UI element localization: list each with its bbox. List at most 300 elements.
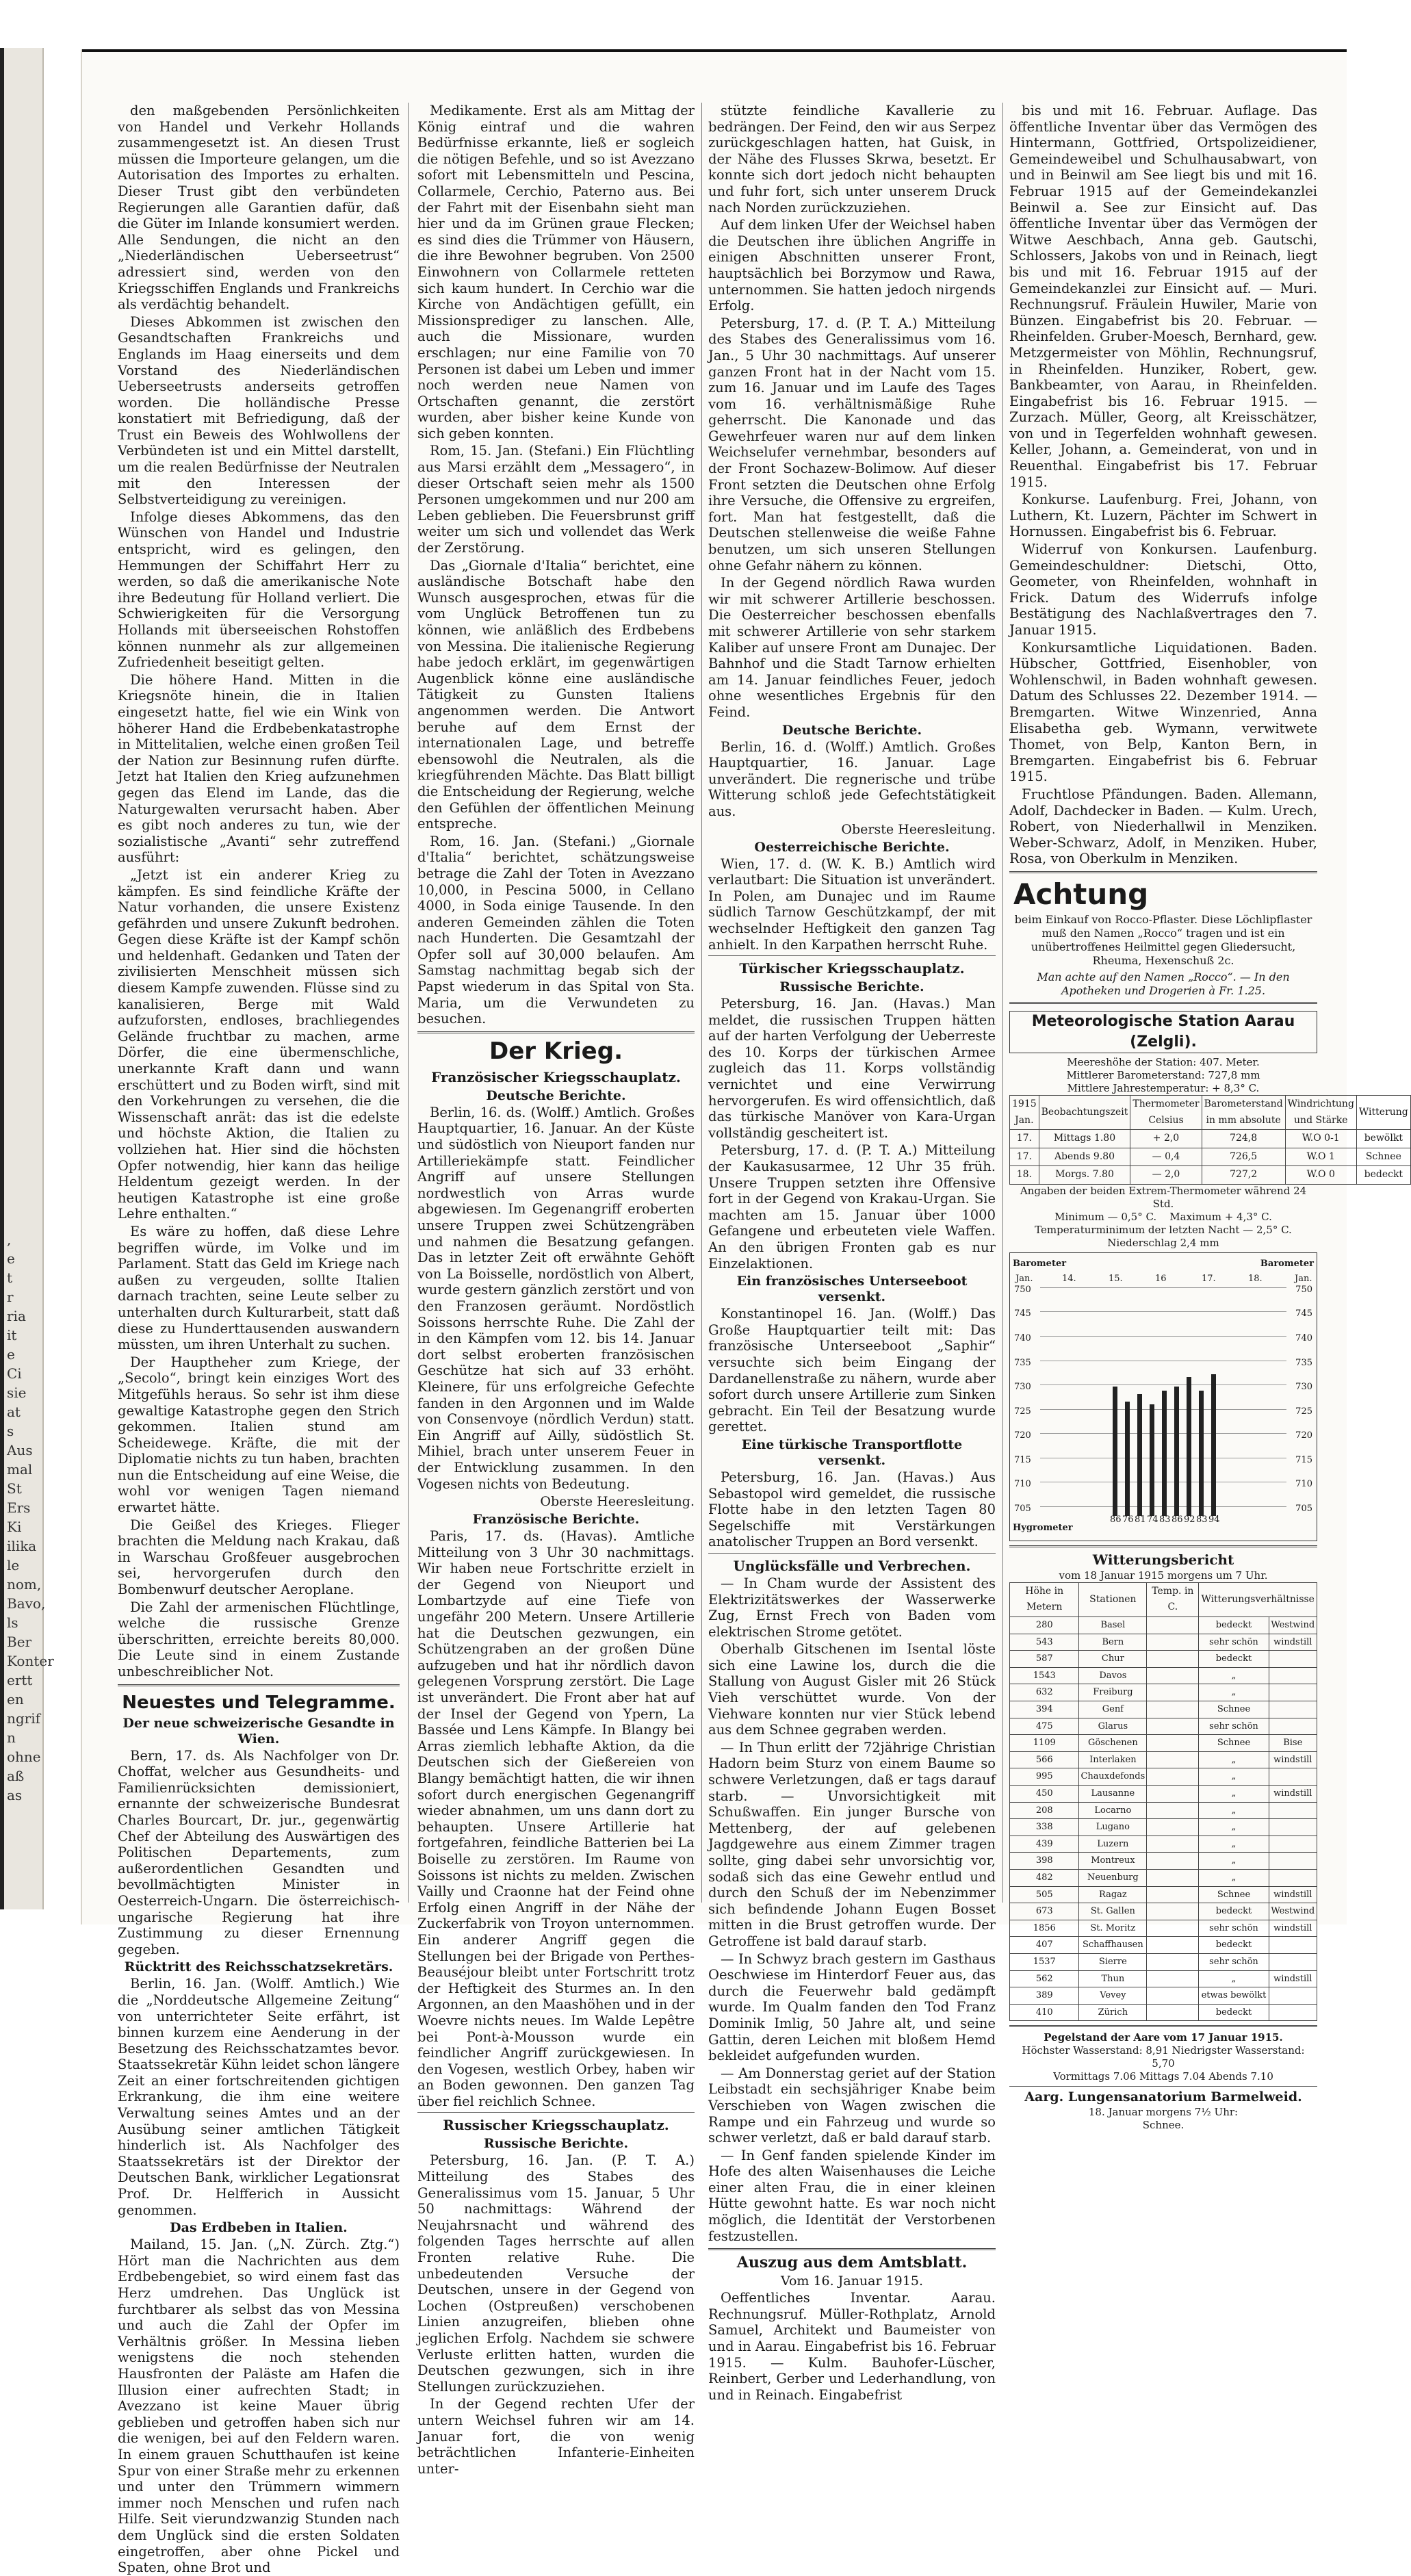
weather-cell bbox=[1147, 1786, 1199, 1803]
fragment-text: n bbox=[7, 1729, 16, 1746]
met-cell: bedeckt bbox=[1356, 1166, 1410, 1185]
pegel-title: Pegelstand der Aare vom 17 Januar 1915. bbox=[1044, 2031, 1283, 2044]
weather-row bbox=[1010, 1886, 1317, 1903]
baro-gridline bbox=[1040, 1287, 1286, 1288]
signature: Oberste Heeresleitung. bbox=[540, 1494, 695, 1510]
weather-row bbox=[1010, 1718, 1317, 1735]
weather-cell bbox=[1147, 1651, 1199, 1668]
fragment-text: Aus bbox=[7, 1442, 33, 1458]
met-cell: + 2,0 bbox=[1130, 1130, 1202, 1148]
weather-row bbox=[1010, 1768, 1317, 1786]
paragraph: Rom, 15. Jan. (Stefani.) Ein Flüchtling aus Marsi erzählt dem „Messagero“, in dieser Ortschaft seien mehr als 1500 Personen umgekommen und nur 200 am Leben geblieben. Die Feuersbrunst griff weiter um sich und vollendet das Werk der Zerstörung. bbox=[417, 443, 695, 556]
paragraph: Das „Giornale d'Italia“ berichtet, eine ausländische Botschaft habe den Wunsch ausgesprochen, etwas für die vom Unglück Betroffenen tun zu können, wie anläßlich des Erdbebens von Messina. Die italienische Regierung habe jedoch erklärt, im gegenwärtigen Augenblick könne eine ausländische Tätigkeit zu Gunsten Italiens angenommen werden. Die Antwort beruhe auf dem Ernst der internationalen Lage, und betreffe ebensowohl die Neutralen, als die kriegführenden Mächte. Das Blatt billigt die Entscheidung der Regierung, welche den Gefühlen der öffentlichen Meinung entspreche. bbox=[417, 557, 695, 832]
meteorological-station bbox=[1009, 1011, 1408, 1541]
baro-tick-label: 705 bbox=[1295, 1503, 1312, 1514]
met-row bbox=[1010, 1166, 1411, 1185]
weather-cell: Bern bbox=[1079, 1634, 1147, 1651]
weather-row bbox=[1010, 1853, 1317, 1870]
weather-cell: 450 bbox=[1010, 1786, 1079, 1803]
weather-cell bbox=[1147, 1886, 1199, 1903]
paragraph: Rom, 16. Jan. (Stefani.) „Giornale d'Italia“ berichtet, schätzungsweise betrage die Zahl der Toten in Avezzano 10,000, in Pescina 5000, in Cellano 4000, in Soda einige Tausende. In den anderen Gemeinden zählen die Toten nach Hunderten. Die Gesamtzahl der Opfer soll auf 30,000 belaufen. Am Samstag nachmittag begab sich der Papst wiederum in das Spital von Sta. Maria, um die Verwundeten zu besuchen. bbox=[417, 833, 695, 1027]
paragraph: Wien, 17. d. (W. K. B.) Amtlich wird verlautbart: Die Situation ist unverändert. In Polen, am Dunajec und im Raume südlich Tarnow Geschützkampf, der mit wechselnder Heftigkeit den ganzen Tag anhielt. In den Karpathen herrscht Ruhe. bbox=[708, 855, 996, 953]
weather-cell: 389 bbox=[1010, 1987, 1079, 2005]
weather-cell: 410 bbox=[1010, 2004, 1079, 2021]
weather-cell: 398 bbox=[1010, 1853, 1079, 1870]
column-rule bbox=[408, 103, 409, 1903]
ad-note: Man achte auf den Namen „Rocco“. — In den Apotheken und Drogerien à Fr. 1.25. bbox=[1037, 970, 1290, 997]
article-subheading: Ein französisches Unterseeboot versenkt. bbox=[736, 1274, 968, 1305]
fragment-text: Ki bbox=[7, 1519, 22, 1535]
weather-row bbox=[1010, 1786, 1317, 1803]
paragraph: Petersburg, 17. d. (P. T. A.) Mitteilung des Stabes des Generalissimus vom 16. Jan., 5 Uhr 30 nachmittags. Auf unserer ganzen Front hat in der Nacht vom 15. zum 16. Januar und im Laufe des Tages vom 16. verhältnismäßige Ruhe geherrscht. Die Kanonade und das Gewehrfeuer waren nur auf dem linken Weichselufer vernehmbar, besonders auf der Front Sochazew-Bolimow. Auf dieser Front setzten die Deutschen ohne Erfolg ihre Versuche, die Offensive zu ergreifen, fort. Man hat festgestellt, daß die Deutschen stellenweise die weiße Fahne benutzen, um sich unseren Stellungen ohne Gefahr nähern zu können. bbox=[708, 315, 996, 574]
paragraph: Petersburg, 16. Jan. (Havas.) Aus Sebastopol wird gemeldet, die russische Flotte habe in den letzten Tagen 80 Segelschiffe mit Verstärkungen anatolischer Truppen an Bord versenkt. bbox=[708, 1469, 996, 1550]
weather-cell bbox=[1147, 1751, 1199, 1768]
weather-cell: 995 bbox=[1010, 1768, 1079, 1786]
weather-cell bbox=[1147, 1735, 1199, 1752]
weather-cell: „ bbox=[1199, 1802, 1269, 1819]
weather-cell bbox=[1269, 1953, 1317, 1970]
baro-tick-label: 710 bbox=[1014, 1479, 1031, 1490]
met-cell: Morgs. 7.80 bbox=[1039, 1166, 1130, 1185]
baro-tick-label: 720 bbox=[1295, 1430, 1312, 1441]
baro-tick-label: 730 bbox=[1295, 1382, 1312, 1393]
met-cell: W.O 0 bbox=[1285, 1166, 1356, 1185]
lung-title: Aarg. Lungensanatorium Barmelweid. bbox=[1024, 2089, 1302, 2105]
met-cell: 17. bbox=[1010, 1130, 1039, 1148]
weather-cell: 338 bbox=[1010, 1819, 1079, 1836]
fragment-text: ngrif bbox=[7, 1710, 41, 1727]
weather-cell: „ bbox=[1199, 1786, 1269, 1803]
baro-day-label: 14. bbox=[1062, 1273, 1076, 1284]
section-divider bbox=[1009, 1002, 1317, 1004]
weather-cell: Montreux bbox=[1079, 1853, 1147, 1870]
weather-cell: „ bbox=[1199, 1768, 1269, 1786]
fragment-text: as bbox=[7, 1787, 23, 1803]
weather-cell: „ bbox=[1199, 1751, 1269, 1768]
baro-day-label: 15. bbox=[1109, 1273, 1123, 1284]
weather-cell: Schnee bbox=[1199, 1701, 1269, 1718]
column-1 bbox=[118, 103, 400, 2576]
baro-tick-label: 730 bbox=[1014, 1382, 1031, 1393]
weather-cell: bedeckt bbox=[1199, 1903, 1269, 1920]
met-cell: Mittags 1.80 bbox=[1039, 1130, 1130, 1148]
weather-cell: 632 bbox=[1010, 1684, 1079, 1701]
met-header-cell: Windrichtung und Stärke bbox=[1285, 1095, 1356, 1129]
article-heading: Das Erdbeben in Italien. bbox=[170, 2220, 348, 2236]
paragraph: stützte feindliche Kavallerie zu bedrängen. Der Feind, den wir aus Serpez zurückgeschlagen hatten, hat Guisk, in der Nähe des Flusses Skrwa, besetzt. Er konnte sich dort jedoch nicht behaupten und fuhr fort, sich unter unserem Druck nach Norden zurückzuziehen. bbox=[708, 103, 996, 216]
met-cell: 726,5 bbox=[1202, 1148, 1285, 1166]
ad-body: beim Einkauf von Rocco-Pflaster. Diese Löchlipflaster muß den Namen „Rocco“ tragen und ist ein unübertroffenes Heilmittel gegen Gliedersucht, Rheuma, Hexenschuß 2c. bbox=[1014, 912, 1312, 967]
met-row bbox=[1010, 1130, 1411, 1148]
met-row bbox=[1010, 1148, 1411, 1166]
met-title: Meteorologische Station Aarau (Zelgli). bbox=[1009, 1011, 1317, 1053]
hygrometer-value: 76 bbox=[1122, 1515, 1134, 1525]
weather-cell bbox=[1147, 1836, 1199, 1853]
barometer-label-right: Barometer bbox=[1260, 1258, 1314, 1269]
weather-cell bbox=[1147, 1953, 1199, 1970]
paragraph: — In Genf fanden spielende Kinder im Hofe des alten Waisenhauses die Leiche einer alten Frau, die in einer kleinen Hütte gewohnt hatte. Es war noch nicht möglich, die Identität der Verstorbenen festzustellen. bbox=[708, 2147, 996, 2244]
fragment-text: r bbox=[7, 1289, 14, 1305]
paragraph: In der Gegend nördlich Rawa wurden wir mit schwerer Artillerie beschossen. Die Oesterreicher beschossen ebenfalls mit schwerer Artillerie von sehr starkem Kaliber auf unsere Front am Dunajec. Der Bahnhof und die Stadt Tarnow erhielten am 14. Januar feindliches Feuer, jedoch ohne wesentliches Ergebnis für den Feind. bbox=[708, 575, 996, 720]
weather-row bbox=[1010, 1987, 1317, 2005]
weather-cell: bedeckt bbox=[1199, 1651, 1269, 1668]
fragment-text: t bbox=[7, 1270, 13, 1286]
weather-cell: Glarus bbox=[1079, 1718, 1147, 1735]
signature: Oberste Heeresleitung. bbox=[841, 821, 996, 837]
paragraph: Oeffentliches Inventar. Aarau. Rechnungsruf. Müller-Rothplatz, Arnold Samuel, Architekt und Baumeister von und in Aarau. Eingabefrist bis 16. Februar 1915. — Kulm. Bauhofer-Lüscher, Reinbert, Gerber und Lederhandlung, von und in Reinach. Eingabefrist bbox=[708, 2290, 996, 2403]
weather-cell bbox=[1147, 1920, 1199, 1937]
weather-row bbox=[1010, 1953, 1317, 1970]
hygrometer-value: 92 bbox=[1184, 1515, 1195, 1525]
weather-cell: Luzern bbox=[1079, 1836, 1147, 1853]
hygrometer-bar bbox=[1125, 1402, 1130, 1516]
baro-gridline bbox=[1040, 1336, 1286, 1337]
weather-cell bbox=[1147, 1903, 1199, 1920]
paragraph: bis und mit 16. Februar. Auflage. Das öffentliche Inventar über das Vermögen des Hintermann, Gottfried, Ortspolizeidiener, Gemeindeweibel und Schulhausabwart, von und in Beinwil am See liegt bis und mit 16. Februar 1915 auf der Gemeindekanzlei Beinwil a. See zur Einsicht auf. Das öffentliche Inventar über das Vermögen der Witwe Aeschbach, Anna geb. Gautschi, Schlossers, Jakobs von und in Reinach, liegt bis und mit 16. Februar 1915 auf der Gemeindekanzlei zur Einsicht auf. — Muri. Rechnungsruf. Fräulein Huwiler, Marie von Bünzen. Eingabefrist bis 20. Februar. — Rheinfelden. Gruber-Moesch, Bernhard, gew. Metzgermeister von Möhlin, Rechnungsruf, in Rheinfelden. Hunziker, Robert, gew. Bankbeamter, von Aarau, in Rheinfelden. Eingabefrist bis 16. Februar 1915. — Zurzach. Müller, Georg, alt Kreisschätzer, von und in Tegerfelden wohnhaft gewesen. Keller, Johann, a. Gemeinderat, von und in Reuenthal. Eingabefrist bis 17. Februar 1915. bbox=[1009, 103, 1317, 490]
paragraph: Infolge dieses Abkommens, das den Wünschen von Handel und Industrie entspricht, wird es gelingen, den Hemmungen der Schiffahrt Herr zu werden, so daß die amerikanische Note ihre Bedeutung für Holland verliert. Die Schwierigkeiten für die Versorgung Hollands mit überseeischen Rohstoffen können nunmehr als zur allgemeinen Zufriedenheit beseitigt gelten. bbox=[118, 508, 400, 671]
weather-cell: Thun bbox=[1079, 1970, 1147, 1987]
weather-row bbox=[1010, 1634, 1317, 1651]
weather-cell bbox=[1147, 1718, 1199, 1735]
paragraph: Auf dem linken Ufer der Weichsel haben die Deutschen ihre üblichen Angriffe in einigen Abschnitten unserer Front, hauptsächlich bei Borzymow und Rawa, unternommen. Sie hatten jedoch nirgends Erfolg. bbox=[708, 217, 996, 314]
article-heading: Russischer Kriegsschauplatz. bbox=[443, 2117, 669, 2134]
weather-cell: Schnee bbox=[1199, 1886, 1269, 1903]
article-subheading: Deutsche Berichte. bbox=[781, 722, 922, 738]
hygrometer-value: 83 bbox=[1159, 1515, 1171, 1525]
met-cell: 724,8 bbox=[1202, 1130, 1285, 1148]
hygrometer-bar bbox=[1162, 1391, 1167, 1516]
weather-cell bbox=[1147, 1819, 1199, 1836]
previous-page-edge bbox=[0, 48, 54, 1909]
paragraph: Oberhalb Gitschenen im Isental löste sich eine Lawine los, durch die die Stallung von August Gisler mit 26 Stück Vieh verschüttet wurde. Von der Viehware konnten nur vier Stück lebend aus dem Schnee gegraben werden. bbox=[708, 1641, 996, 1738]
met-cell: 18. bbox=[1010, 1166, 1039, 1185]
paragraph: Medikamente. Erst als am Mittag der König eintraf und die wahren Bedürfnisse erkannte, ließ er sogleich die nötigen Befehle, und so ist Avezzano sofort mit Lebensmitteln und Pescina, Collarmele, Cerchio, Paterno aus. Bei der Fahrt mit der Eisenbahn sieht man hier und da im Grünen graue Flecken; es sind dies die Trümmer von Häusern, die ihre Bewohner begruben. Von 2500 Einwohnern von Collarmele retteten sich kaum hundert. In Cerchio war die Kirche von Andächtigen gefüllt, ein Missionsprediger zu lanschen. Alle, auch die Missionare, wurden erschlagen; nur eine Familie von 70 Personen ist dabei um Leben und immer noch werden neue Namen von Ortschaften genannt, die zerstört wurden, aber bisher keine Kunde von sich geben konnten. bbox=[417, 103, 695, 441]
weather-table-body bbox=[1010, 1617, 1317, 2021]
hygrometer-bar bbox=[1211, 1374, 1216, 1516]
fragment-text: mal bbox=[7, 1461, 33, 1478]
weather-cell: windstill bbox=[1269, 1786, 1317, 1803]
weather-cell bbox=[1147, 2004, 1199, 2021]
weather-row bbox=[1010, 1701, 1317, 1718]
fragment-text: nom, bbox=[7, 1576, 42, 1593]
baro-day-label: 18. bbox=[1248, 1273, 1263, 1284]
section-heading-war: Der Krieg. bbox=[489, 1037, 623, 1065]
weather-cell: 543 bbox=[1010, 1634, 1079, 1651]
weather-cell: 1109 bbox=[1010, 1735, 1079, 1752]
hygrometer-value: 94 bbox=[1208, 1515, 1220, 1525]
fragment-text: Konter bbox=[7, 1653, 54, 1669]
paragraph: „Jetzt ist ein anderer Krieg zu kämpfen. Es sind feindliche Kräfte der Natur vorhanden, die unsere Existenz gefährden und unsere Zukunft bedrohen. Gegen diese Kräfte ist der Kampf schön und heldenhaft. Gedanken und Taten der zivilisierten Menschheit müssen sich diesem Kampfe zuwenden. Flüsse sind zu kanalisieren, Berge mit Wald aufzuforsten, endloses, brachliegendes Gelände fruchtbar zu machen, arme Dörfer, die eine übermenschliche, unerkannte Kraft dann und wann erschüttert und zu Boden wirft, sind mit den Vorkehrungen zu versehen, die die Wissenschaft anrät: das ist die edelste und höchste Aktion, die Italien zu vollziehen hat. Hier sind die höchsten Opfer notwendig, hier kann das heilige Heldentum gezeigt werden. In der heutigen Katastrophe ist eine große Lehre enthalten.“ bbox=[118, 866, 400, 1222]
baro-tick-label: 725 bbox=[1295, 1406, 1312, 1417]
weather-cell bbox=[1269, 1701, 1317, 1718]
weather-cell: Davos bbox=[1079, 1667, 1147, 1684]
weather-cell: Locarno bbox=[1079, 1802, 1147, 1819]
weather-cell: „ bbox=[1199, 1819, 1269, 1836]
paragraph: Dieses Abkommen ist zwischen den Gesandtschaften Frankreichs und Englands im Haag einerseits und dem Vorstand des Niederländischen Ueberseetrusts anderseits getroffen worden. Die holländische Presse konstatiert mit Befriedigung, daß der Trust ein Beweis des Wohlwollens der Verbündeten ist und ein Mittel darstellt, um die realen Bedürfnisse der Neutralen mit den Interessen der Selbstverteidigung zu vereinigen. bbox=[118, 313, 400, 508]
weather-cell bbox=[1269, 2004, 1317, 2021]
fragment-text: Ber bbox=[7, 1634, 32, 1650]
weather-header-cell: Höhe in Metern bbox=[1010, 1582, 1079, 1617]
weather-row bbox=[1010, 1970, 1317, 1987]
paragraph: Petersburg, 17. d. (P. T. A.) Mitteilung der Kaukasusarmee, 12 Uhr 35 früh. Unsere Truppen setzten ihre Offensive fort in der Gegend von Krakau-Urgan. Sie machten am 15. Januar über 1000 Gefangene und erbeuteten viele Waffen. An den übrigen Fronten gab es nur Einzelaktionen. bbox=[708, 1142, 996, 1272]
met-cell: — 2,0 bbox=[1130, 1166, 1202, 1185]
lung-line: 18. Januar morgens 7½ Uhr: bbox=[1088, 2106, 1239, 2119]
met-cell: 17. bbox=[1010, 1148, 1039, 1166]
weather-cell: Lugano bbox=[1079, 1819, 1147, 1836]
paragraph: Konstantinopel 16. Jan. (Wolff.) Das Große Hauptquartier teilt mit: Das französische Unterseeboot „Saphir“ versuchte sich beim Eingang der Dardanellenstraße zu nähern, wurde aber sofort durch unsere Artillerie zum Sinken gebracht. Ein Teil der Besatzung wurde gerettet. bbox=[708, 1306, 996, 1435]
paragraph: Bern, 17. ds. Als Nachfolger von Dr. Choffat, welcher aus Gesundheits- und Familienrücksichten demissioniert, ernannte der schweizerische Bundesrat Charles Bourcart, Dr. jur., gegenwärtig Chef der Abteilung des Auswärtigen des Politischen Departements, zum außerordentlichen Gesandten und bevollmächtigten Minister in Oesterreich-Ungarn. Die österreichisch-ungarische Regierung hat ihre Zustimmung zu dieser Ernennung gegeben. bbox=[118, 1747, 400, 1957]
article-subheading: Französische Berichte. bbox=[472, 1512, 640, 1528]
paragraph: Es wäre zu hoffen, daß diese Lehre begriffen würde, im Volke und im Parlament. Statt das Geld im Kriege nach außen zu vergeuden, sollte Italien darnach trachten, seine Leute selber zu unterhalten durch Kulturarbeit, statt daß diese zu Hunderttausenden auswandern müssten, um ihren Unterhalt zu suchen. bbox=[118, 1223, 400, 1353]
baro-tick-label: 720 bbox=[1014, 1430, 1031, 1441]
baro-tick-label: 740 bbox=[1295, 1332, 1312, 1343]
hygrometer-value: 81 bbox=[1135, 1515, 1146, 1525]
baro-gridline bbox=[1040, 1311, 1286, 1312]
weather-cell: 475 bbox=[1010, 1718, 1079, 1735]
weather-row bbox=[1010, 1735, 1317, 1752]
article-heading: Unglücksfälle und Verbrechen. bbox=[733, 1557, 971, 1574]
weather-cell bbox=[1147, 1802, 1199, 1819]
weather-cell bbox=[1269, 1667, 1317, 1684]
weather-cell bbox=[1147, 1667, 1199, 1684]
paragraph: Die Geißel des Krieges. Flieger brachten die Meldung nach Krakau, daß in Warschau Großfeuer ausgebrochen sei, hervorgerufen durch den Bombenwurf deutscher Aeroplane. bbox=[118, 1517, 400, 1598]
section-divider bbox=[708, 2248, 996, 2250]
hygrometer-bar bbox=[1150, 1404, 1154, 1516]
weather-cell: „ bbox=[1199, 1853, 1269, 1870]
weather-cell: „ bbox=[1199, 1684, 1269, 1701]
article-heading: Türkischer Kriegsschauplatz. bbox=[739, 960, 965, 977]
met-cell: Abends 9.80 bbox=[1039, 1148, 1130, 1166]
weather-cell: sehr schön bbox=[1199, 1634, 1269, 1651]
weather-cell: Schnee bbox=[1199, 1735, 1269, 1752]
lung-line: Schnee. bbox=[1142, 2119, 1185, 2132]
article-subheading: Russische Berichte. bbox=[483, 2136, 629, 2152]
weather-cell: Vevey bbox=[1079, 1987, 1147, 2005]
weather-table-header bbox=[1010, 1582, 1317, 1617]
page-top-edge bbox=[82, 49, 1347, 52]
met-minmax bbox=[1009, 1211, 1317, 1224]
column-4 bbox=[1009, 103, 1408, 2132]
article-subheading: Eine türkische Transportflotte versenkt. bbox=[741, 1437, 963, 1468]
paragraph: Der Hauptheher zum Kriege, der „Secolo“, bringt kein einziges Wort des Mitgefühls heraus. So sehr ist ihm diese gewaltige Katastrophe gegen den Strich gekommen. Italien stund am Scheidewege. Kräfte, die mit der Diplomatie nichts zu tun haben, brachten nun die Entscheidung auf eine Weise, die wohl vor wenigen Tagen niemand erwartet hätte. bbox=[118, 1354, 400, 1516]
weather-cell bbox=[1147, 1937, 1199, 1954]
column-rule bbox=[701, 103, 702, 1903]
article-subheading: Deutsche Berichte. bbox=[486, 1087, 626, 1103]
weather-cell bbox=[1269, 1802, 1317, 1819]
hygrometer-bar bbox=[1187, 1377, 1191, 1515]
barometer-chart bbox=[1009, 1252, 1317, 1541]
weather-cell: Basel bbox=[1079, 1617, 1147, 1634]
weather-cell: St. Gallen bbox=[1079, 1903, 1147, 1920]
baro-tick-label: 715 bbox=[1014, 1454, 1031, 1465]
paragraph: — In Cham wurde der Assistent des Elektrizitätswerkes der Wasserwerke Zug, Ernst Frech von Baden vom elektrischen Strome getötet. bbox=[708, 1575, 996, 1640]
met-cell: W.O 0-1 bbox=[1285, 1130, 1356, 1148]
baro-tick-label: 735 bbox=[1295, 1357, 1312, 1368]
fragment-text: ls bbox=[7, 1614, 18, 1631]
weather-cell: Bise bbox=[1269, 1735, 1317, 1752]
weather-cell: Ragaz bbox=[1079, 1886, 1147, 1903]
divider bbox=[708, 955, 996, 956]
paragraph: Konkurse. Laufenburg. Frei, Johann, von Luthern, Kt. Luzern, Pächter im Schwert in Hornussen. Eingabefrist bis 6. Februar. bbox=[1009, 491, 1317, 540]
paragraph: — In Thun erlitt der 72jährige Christian Hadorn beim Sturz von einem Baume so schwere Verletzungen, daß er tags darauf starb. — Unvorsichtigkeit mit Schußwaffen. Ein junger Bursche von Mettenberg, der auf gelebenen Jagdgewehre aus einem Zimmer tragen sollte, ging dabei sehr unvorsichtig vor, sodaß sich das eine Gewehr entlud und durch den Schuß der im Nebenzimmer sich befindende Johann Eugen Bosset mitten in die Brust getroffen wurde. Der Getroffene ist bald darauf starb. bbox=[708, 1739, 996, 1949]
paragraph: Widerruf von Konkursen. Laufenburg. Gemeindeschuldner: Dietschi, Otto, Geometer, von Rheinfelden, wohnhaft in Frick. Datum des Widerrufs infolge Bestätigung des Nachlaßvertrages den 7. Januar 1915. bbox=[1009, 541, 1317, 638]
fragment-text: le bbox=[7, 1557, 20, 1573]
weather-cell bbox=[1269, 1836, 1317, 1853]
hygrometer-label: Hygrometer bbox=[1013, 1523, 1073, 1534]
fragment-text: ertt bbox=[7, 1672, 33, 1688]
baro-day-label: Jan. bbox=[1295, 1273, 1312, 1284]
fragment-text: aß bbox=[7, 1768, 25, 1784]
newspaper-page bbox=[81, 49, 1408, 2576]
weather-header-cell: Temp. in C. bbox=[1147, 1582, 1199, 1617]
weather-cell: windstill bbox=[1269, 1920, 1317, 1937]
weather-row bbox=[1010, 1869, 1317, 1886]
met-extreme: Angaben der beiden Extrem-Thermometer während 24 Std. bbox=[1020, 1184, 1307, 1210]
weather-cell bbox=[1147, 1634, 1199, 1651]
weather-cell bbox=[1269, 1853, 1317, 1870]
hygrometer-bar bbox=[1137, 1394, 1142, 1516]
weather-cell bbox=[1147, 1684, 1199, 1701]
weather-cell bbox=[1269, 1684, 1317, 1701]
weather-cell: Schaffhausen bbox=[1079, 1937, 1147, 1954]
weather-cell bbox=[1147, 1970, 1199, 1987]
weather-cell bbox=[1269, 1651, 1317, 1668]
weather-title: Witterungsbericht bbox=[1092, 1551, 1234, 1568]
hygrometer-bar bbox=[1199, 1391, 1204, 1516]
weather-cell bbox=[1147, 1701, 1199, 1718]
weather-row bbox=[1010, 1819, 1317, 1836]
weather-cell: bedeckt bbox=[1199, 1617, 1269, 1634]
weather-header-cell: Stationen bbox=[1079, 1582, 1147, 1617]
weather-cell bbox=[1269, 1869, 1317, 1886]
weather-cell: St. Moritz bbox=[1079, 1920, 1147, 1937]
baro-tick-label: 715 bbox=[1295, 1454, 1312, 1465]
fragment-text: , bbox=[7, 1231, 12, 1248]
weather-cell: sehr schön bbox=[1199, 1718, 1269, 1735]
weather-cell: etwas bewölkt bbox=[1199, 1987, 1269, 2005]
weather-cell: 439 bbox=[1010, 1836, 1079, 1853]
paragraph: Die Zahl der armenischen Flüchtlinge, welche die russische Grenze überschritten, erreichte bereits 80,000. Die Leute sind in einem Zustande unbeschreiblicher Not. bbox=[118, 1599, 400, 1679]
paragraph: Fruchtlose Pfändungen. Baden. Allemann, Adolf, Dachdecker in Baden. — Kulm. Urech, Robert, von Niederhallwil in Menziken. Weber-Schwarz, Adolf, in Menziken. Huber, Rosa, von Oberkulm in Menziken. bbox=[1009, 786, 1317, 867]
weather-cell bbox=[1147, 1869, 1199, 1886]
met-night: Temperaturminimum der letzten Nacht — 2,5° C. bbox=[1035, 1223, 1292, 1236]
fragment-text: St bbox=[7, 1480, 22, 1497]
baro-tick-label: 745 bbox=[1295, 1309, 1312, 1319]
hygrometer-bar bbox=[1113, 1387, 1117, 1516]
ad-title: Achtung bbox=[1013, 877, 1149, 911]
met-table-body bbox=[1010, 1130, 1411, 1185]
met-header-cell: Barometerstand in mm absolute bbox=[1202, 1095, 1285, 1129]
weather-row bbox=[1010, 1920, 1317, 1937]
weather-cell bbox=[1147, 1853, 1199, 1870]
column-3 bbox=[708, 103, 996, 2403]
met-cell: Schnee bbox=[1356, 1148, 1410, 1166]
paragraph: Berlin, 16. Jan. (Wolff. Amtlich.) Wie die „Norddeutsche Allgemeine Zeitung“ von unterrichteter Seite erfährt, ist binnen kurzem eine Aenderung in der Besetzung des Reichsschatzamtes bevor. Staatssekretär Kühn leidet schon längere Zeit an einer fortschreitenden gichtigen Erkrankung, die ihm eine weitere Verwaltung seines Amtes und an der Ausübung seiner amtlichen Tätigkeit hinderlich ist. Als Nachfolger des Staatssekretärs ist der Direktor der Deutschen Bank, wirklicher Legationsrat Prof. Dr. Helfferich in Aussicht genommen. bbox=[118, 1976, 400, 2218]
section-divider bbox=[1009, 2025, 1317, 2027]
paragraph: Paris, 17. ds. (Havas). Amtliche Mitteilung von 3 Uhr 30 nachmittags. Wir haben neue Fortschritte erzielt in der Gegend von Nieuport und Lombartzyde auf eine Tiefe von ungefähr 200 Metern. Unsere Artillerie hat die Deutschen gezwungen, ein Schützengraben an der großen Düne aufzugeben und hat ihr nördlich davon gelegenen Vorsprung zerstört. Die Lage ist unverändert. Die Front aber hat auf der Insel der Gegend von Ypern, La Bassée und Lens Kämpfe. In Blangy bei Arras ziemlich lebhafte Aktion, da die Deutschen sich der Gießereien von Blangy bemächtigt hatten, die wir ihnen sofort durch energischen Gegenangriff wieder abnahmen, um uns dann dort zu behaupten. Unsere Artillerie hat fortgefahren, feindliche Batterien bei La Boiselle zu zerstören. Im Raume von Soissons ist nichts zu melden. Zwischen Vailly und Craonne hat der Feind ohne Erfolg einen Angriff in der Nähe der Zuckerfabrik von Troyon unternommen. Ein anderer Angriff gegen die Stellungen bei der Brigade von Perthes-Beauséjour bleibt unter Fortschritt trotz der Heftigkeit des Sturmes an. In den Argonnen, an den Maashöhen und in der Woevre nichts neues. Im Walde Lepêtre bei Pont-à-Mousson wurde ein feindlicher Angriff zurückgewiesen. In den Vogesen, westlich Orbey, haben wir an Boden gewonnen. Den ganzen Tag über fiel reichlich Schnee. bbox=[417, 1528, 695, 2109]
weather-cell: 1856 bbox=[1010, 1920, 1079, 1937]
met-max: Maximum + 4,3° C. bbox=[1169, 1210, 1272, 1223]
baro-tick-label: 735 bbox=[1014, 1357, 1031, 1368]
weather-cell: „ bbox=[1199, 1869, 1269, 1886]
paragraph: Petersburg, 16. Jan. (Havas.) Man meldet, die russischen Truppen hätten auf der harten Verfolgung der Ueberreste des 10. Korps der türkischen Armee zugleich das 11. Korps vollständig vernichtet und eine Verwirrung hervorgerufen. Es wird offensichtlich, daß das türkische Manöver von Kara-Urgan vollständig gescheitert ist. bbox=[708, 996, 996, 1141]
weather-cell: „ bbox=[1199, 1970, 1269, 1987]
weather-cell: 1543 bbox=[1010, 1667, 1079, 1684]
barometer-label: Barometer bbox=[1013, 1258, 1067, 1269]
paragraph: Berlin, 16. ds. (Wolff.) Amtlich. Großes Hauptquartier, 16. Januar. An der Küste und südöstlich von Nieuport fanden nur Artilleriekämpfe statt. Feindlicher Angriff auf unsere Stellungen nordwestlich von Arras wurde abgewiesen. Im Gegenangriff eroberten unsere Truppen zwei Schützengräben und nahmen die Besatzung gefangen. Das in letzter Zeit oft erwähnte Gehöft von La Boisselle, nordöstlich von Albert, wurde gestern gänzlich zerstört und von den Franzosen geräumt. Nordöstlich Soissons herrschte Ruhe. Die Zahl der in den Kämpfen vom 12. bis 14. Januar dort selbst eroberten französischen Geschütze hat sich auf 33 erhöht. Kleinere, für uns erfolgreiche Gefechte fanden in den Argonnen und im Walde von Consenvoye (nördlich Verdun) statt. Ein Angriff auf Ailly, südöstlich St. Mihiel, brach unter unserem Feuer in der Entwicklung zusammen. In den Vogesen nichts von Bedeutung. bbox=[417, 1104, 695, 1492]
weather-cell bbox=[1269, 1987, 1317, 2005]
baro-day-label: 17. bbox=[1202, 1273, 1216, 1284]
weather-cell bbox=[1269, 1937, 1317, 1954]
weather-cell: Genf bbox=[1079, 1701, 1147, 1718]
weather-cell: 587 bbox=[1010, 1651, 1079, 1668]
weather-cell: Chur bbox=[1079, 1651, 1147, 1668]
paragraph: In der Gegend rechten Ufer der untern Weichsel fuhren wir am 14. Januar fort, die von wenig beträchtlichen Infanterie-Einheiten unter- bbox=[417, 2396, 695, 2477]
weather-cell: 673 bbox=[1010, 1903, 1079, 1920]
weather-row bbox=[1010, 1617, 1317, 1634]
weather-header-cell: Witterungsverhältnisse bbox=[1199, 1582, 1317, 1617]
weather-row bbox=[1010, 1903, 1317, 1920]
met-header-cell: Beobachtungszeit bbox=[1039, 1095, 1130, 1129]
weather-row bbox=[1010, 1684, 1317, 1701]
article-heading: Französischer Kriegsschauplatz. bbox=[431, 1068, 681, 1085]
weather-cell: windstill bbox=[1269, 1970, 1317, 1987]
weather-cell: sehr schön bbox=[1199, 1953, 1269, 1970]
weather-cell: Göschenen bbox=[1079, 1735, 1147, 1752]
article-heading: Rücktritt des Reichsschatzsekretärs. bbox=[124, 1959, 393, 1975]
fragment-text: e bbox=[7, 1346, 15, 1363]
section-divider bbox=[1009, 871, 1317, 873]
weather-cell: 1537 bbox=[1010, 1953, 1079, 1970]
weather-row bbox=[1010, 1836, 1317, 1853]
fragment-text: s bbox=[7, 1423, 14, 1439]
article-heading: Der neue schweizerische Gesandte in Wien. bbox=[122, 1715, 395, 1747]
paragraph: — Am Donnerstag geriet auf der Station Leibstadt ein sechsjähriger Knabe beim Verschieben von Wagen zwischen die Rampe und ein Fahrzeug und wurde so schwer verletzt, daß er bald darauf starb. bbox=[708, 2065, 996, 2146]
divider bbox=[1009, 2086, 1317, 2087]
fragment-text: e bbox=[7, 1250, 15, 1267]
met-table bbox=[1009, 1095, 1411, 1185]
paragraph: Mailand, 15. Jan. („N. Zürch. Ztg.“) Hört man die Nachrichten aus dem Erdbebengebiet, so wird einem fast das Herz umdrehen. Das Unglück ist furchtbarer als selbst das von Messina und auch die Zahl der Opfer im Verhältnis größer. In Messina lieben wenigstens die noch stehenden Hausfronten der Paläste am Hafen die Illusion einer aufrechten Stadt; in Avezzano ist keine Mauer übrig geblieben und getroffen haben sich nur die wenigen, bei auf den Feldern waren. In einem grauen Schutthaufen ist keine Spur von einer Straße mehr zu erkennen und unter den Trümmern wimmern immer noch Menschen und rufen nach Hilfe. Seit vierundzwanzig Stunden nach dem Unglück sind die ersten Soldaten eingetroffen, aber ohne Pickel und Spaten, ohne Brot und bbox=[118, 2237, 400, 2576]
met-header-cell: 1915 Jan. bbox=[1010, 1095, 1039, 1129]
article-heading: Auszug aus dem Amtsblatt. bbox=[736, 2254, 968, 2272]
fragment-text: ria bbox=[7, 1308, 26, 1324]
section-heading-news: Neuestes und Telegramme. bbox=[122, 1692, 396, 1713]
baro-tick-label: 745 bbox=[1014, 1309, 1031, 1319]
article-subheading: Russische Berichte. bbox=[779, 979, 924, 995]
weather-cell bbox=[1269, 1819, 1317, 1836]
weather-cell: 482 bbox=[1010, 1869, 1079, 1886]
paragraph: den maßgebenden Persönlichkeiten von Handel und Verkehr Hollands zusammengesetzt ist. An diesen Trust müssen die Importeure gelangen, um die Autorisation des Importes zu erhalten. Dieser Trust gibt den verbündeten Regierungen alle Garantien dafür, daß die Güter im Inlande konsumiert werden. Alle Sendungen, die nicht an den „Niederländischen Ueberseetrust“ adressiert sind, werden von den Kriegsschiffen Englands und Frankreichs als verdächtig behandelt. bbox=[118, 103, 400, 313]
baro-day-label: Jan. bbox=[1015, 1273, 1033, 1284]
weather-cell: Chauxdefonds bbox=[1079, 1768, 1147, 1786]
met-rain: Niederschlag 2,4 mm bbox=[1107, 1236, 1219, 1249]
weather-cell: 394 bbox=[1010, 1701, 1079, 1718]
weather-cell: Neuenburg bbox=[1079, 1869, 1147, 1886]
fragment-text: at bbox=[7, 1404, 21, 1420]
weather-row bbox=[1010, 2004, 1317, 2021]
weather-cell: Westwind bbox=[1269, 1903, 1317, 1920]
section-divider bbox=[417, 1031, 695, 1033]
fragment-text: sie bbox=[7, 1384, 27, 1401]
baro-tick-label: 750 bbox=[1014, 1284, 1031, 1295]
column-2 bbox=[417, 103, 695, 2477]
weather-cell: „ bbox=[1199, 1836, 1269, 1853]
weather-cell: windstill bbox=[1269, 1751, 1317, 1768]
fragment-text: Ci bbox=[7, 1365, 22, 1382]
weather-row bbox=[1010, 1802, 1317, 1819]
weather-cell: 407 bbox=[1010, 1937, 1079, 1954]
weather-cell: Lausanne bbox=[1079, 1786, 1147, 1803]
